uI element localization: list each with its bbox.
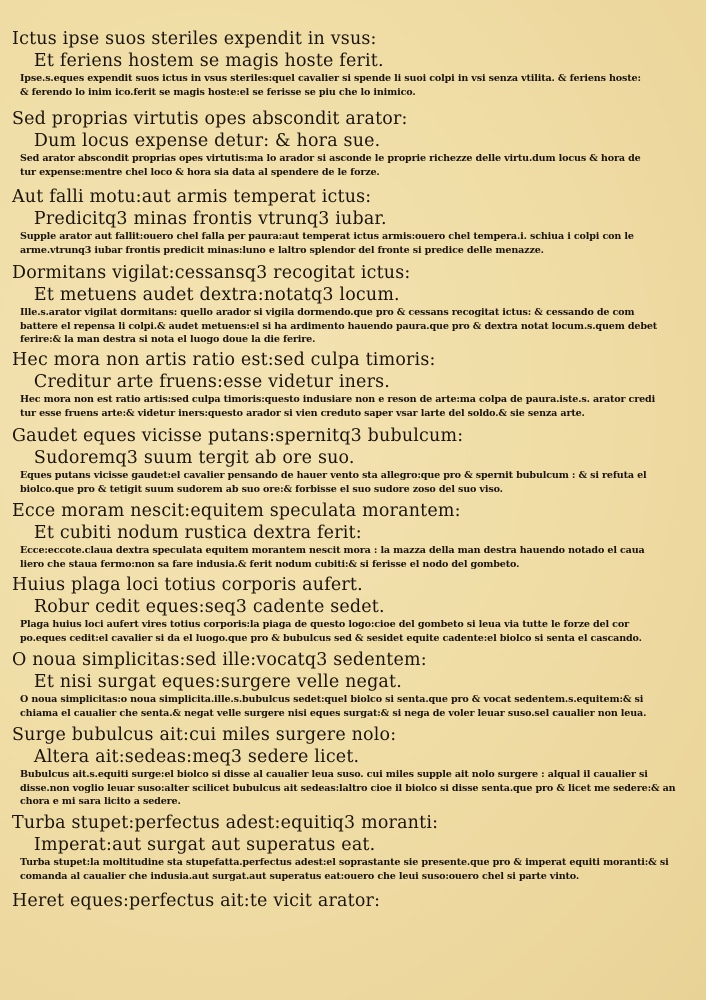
stanza bbox=[12, 349, 702, 420]
verse-line: Et cubiti nodum rustica dextra ferit: bbox=[33, 523, 362, 543]
document-page bbox=[12, 28, 702, 998]
verse-line: Et metuens audet dextra:notatq3 locum. bbox=[33, 285, 400, 305]
commentary-line: ferire:& la man destra si nota el luogo doue la die ferire. bbox=[19, 334, 316, 346]
commentary-line: comanda al caualier che indusia.aut surgat.aut superatus eat:ouero che leui suso:ouero chel si parte vinto. bbox=[19, 870, 580, 882]
verse-line: Creditur arte fruens:esse videtur iners. bbox=[33, 372, 391, 392]
commentary-line: chiama el caualier che senta.& negat velle surgere nisi eques surgat:& si nega de voler leuar suso.sel caualier non leua. bbox=[19, 707, 647, 719]
verse-line: Ecce moram nescit:equitem speculata morantem: bbox=[12, 501, 461, 521]
commentary-line: battere el repensa li colpi.& audet metuens:el si ha ardimento hauendo paura.que pro & dextra notat locum.s.quem debet bbox=[19, 320, 658, 332]
commentary-line: po.eques cedit:el cavalier si da el luogo.que pro & bubulcus sed & sesidet equite cadente:el biolco si senta el cascando. bbox=[19, 632, 642, 644]
verse-line: Gaudet eques vicisse putans:spernitq3 bubulcum: bbox=[12, 426, 464, 446]
verse-line: Hec mora non artis ratio est:sed culpa timoris: bbox=[12, 350, 436, 370]
commentary-line: chora e mi sara licito a sedere. bbox=[19, 796, 181, 808]
commentary-line: Supple arator aut fallit:ouero chel falla per paura:aut temperat ictus armis:ouero chel tempera.i. schiua i colpi con le bbox=[19, 231, 634, 242]
stanza bbox=[12, 890, 702, 912]
verse-line: Aut falli motu:aut armis temperat ictus: bbox=[12, 187, 372, 207]
verse-line: Dum locus expense detur: & hora sue. bbox=[33, 131, 381, 151]
verse-line: Imperat:aut surgat aut superatus eat. bbox=[33, 835, 376, 855]
commentary-line: biolco.que pro & tetigit suum sudorem ab suo ore:& forbisse el suo sudore zoso del suo viso. bbox=[19, 483, 503, 495]
verse-line: Surge bubulcus ait:cui miles surgere nolo: bbox=[12, 725, 397, 745]
verse-line: Robur cedit eques:seq3 cadente sedet. bbox=[33, 597, 385, 617]
commentary-line: & ferendo lo inim ico.ferit se magis hoste:el se ferisse se piu che lo inimico. bbox=[19, 86, 416, 98]
verse-line: Turba stupet:perfectus adest:equitiq3 moranti: bbox=[12, 813, 439, 833]
verse-line: Et nisi surgat eques:surgere velle negat. bbox=[33, 672, 402, 692]
commentary-line: Ille.s.arator vigilat dormitans: quello arador si vigila dormendo.que pro & cessans recogitat ictus: & cessando de com bbox=[19, 307, 635, 318]
verse-line: Et feriens hostem se magis hoste ferit. bbox=[33, 51, 384, 71]
stanza bbox=[12, 649, 702, 720]
stanza bbox=[12, 574, 702, 645]
verse-line: Heret eques:perfectus ait:te vicit arator: bbox=[12, 891, 381, 911]
verse-line: Sudoremq3 suum tergit ab ore suo. bbox=[33, 448, 355, 468]
stanza bbox=[12, 724, 702, 809]
commentary-line: Hec mora non est ratio artis:sed culpa timoris:questo indusiare non e reson de arte:ma colpa de paura.iste.s. arator credi bbox=[19, 394, 656, 405]
stanza bbox=[12, 500, 702, 571]
commentary-line: tur expense:mentre chel loco & hora sia data al spendere de le forze. bbox=[19, 166, 380, 178]
commentary-line: Ipse.s.eques expendit suos ictus in vsus steriles:quel cavalier si spende li suoi colpi in vsi senza vtilita. & feriens hoste: bbox=[19, 73, 641, 84]
stanza bbox=[12, 262, 702, 347]
verse-line: Predicitq3 minas frontis vtrunq3 iubar. bbox=[33, 209, 387, 229]
stanza bbox=[12, 186, 702, 257]
verse-line: Altera ait:sedeas:meq3 sedere licet. bbox=[33, 747, 360, 767]
verse-line: Ictus ipse suos steriles expendit in vsus: bbox=[12, 29, 377, 49]
commentary-line: liero che staua fermo:non sa fare indusia.& ferit nodum cubiti:& si ferisse el nodo del gombeto. bbox=[19, 558, 520, 570]
commentary-line: Ecce:eccote.claua dextra speculata equitem morantem nescit mora : la mazza della man destra hauendo notado el caua bbox=[19, 545, 645, 556]
commentary-line: Eques putans vicisse gaudet:el cavalier pensando de hauer vento sta allegro:que pro & spernit bubulcum : & si refuta el bbox=[19, 470, 647, 481]
commentary-line: Turba stupet:la moltitudine sta stupefatta.perfectus adest:el soprastante sie presente.que pro & imperat equiti moranti:& si bbox=[19, 857, 669, 868]
stanza bbox=[12, 108, 702, 179]
commentary-line: arme.vtrunq3 iubar frontis predicit minas:luno e laltro splendor del fronte si predice delle menazze. bbox=[19, 244, 544, 256]
verse-line: Huius plaga loci totius corporis aufert. bbox=[12, 575, 363, 595]
stanza bbox=[12, 28, 702, 99]
commentary-line: Bubulcus ait.s.equiti surge:el biolco si disse al caualier leua suso. cui miles supple ait nolo surgere : alqual il caualier si bbox=[19, 769, 648, 780]
commentary-line: disse.non voglio leuar suso:alter scilicet bubulcus ait sedeas:laltro cioe il biolco si disse senta.que pro & licet me sedere:& an bbox=[19, 782, 676, 794]
commentary-line: O noua simplicitas:o noua simplicita.ille.s.bubulcus sedet:quel biolco si senta.que pro & vocat sedentem.s.equitem:& si bbox=[19, 694, 644, 705]
verse-line: Sed proprias virtutis opes abscondit arator: bbox=[12, 109, 408, 129]
commentary-line: Sed arator abscondit proprias opes virtutis:ma lo arador si asconde le proprie richezze delle virtu.dum locus & hora de bbox=[19, 153, 641, 164]
verse-line: O noua simplicitas:sed ille:vocatq3 sedentem: bbox=[12, 650, 427, 670]
commentary-line: Plaga huius loci aufert vires totius corporis:la piaga de questo logo:cioe del gombeto si leua via tutte le forze del cor bbox=[19, 619, 629, 630]
stanza bbox=[12, 425, 702, 496]
commentary-line: tur esse fruens arte:& videtur iners:questo arador si vien creduto saper vsar larte del soldo.& sie senza arte. bbox=[19, 407, 585, 419]
stanza bbox=[12, 812, 702, 883]
verse-line: Dormitans vigilat:cessansq3 recogitat ictus: bbox=[12, 263, 411, 283]
